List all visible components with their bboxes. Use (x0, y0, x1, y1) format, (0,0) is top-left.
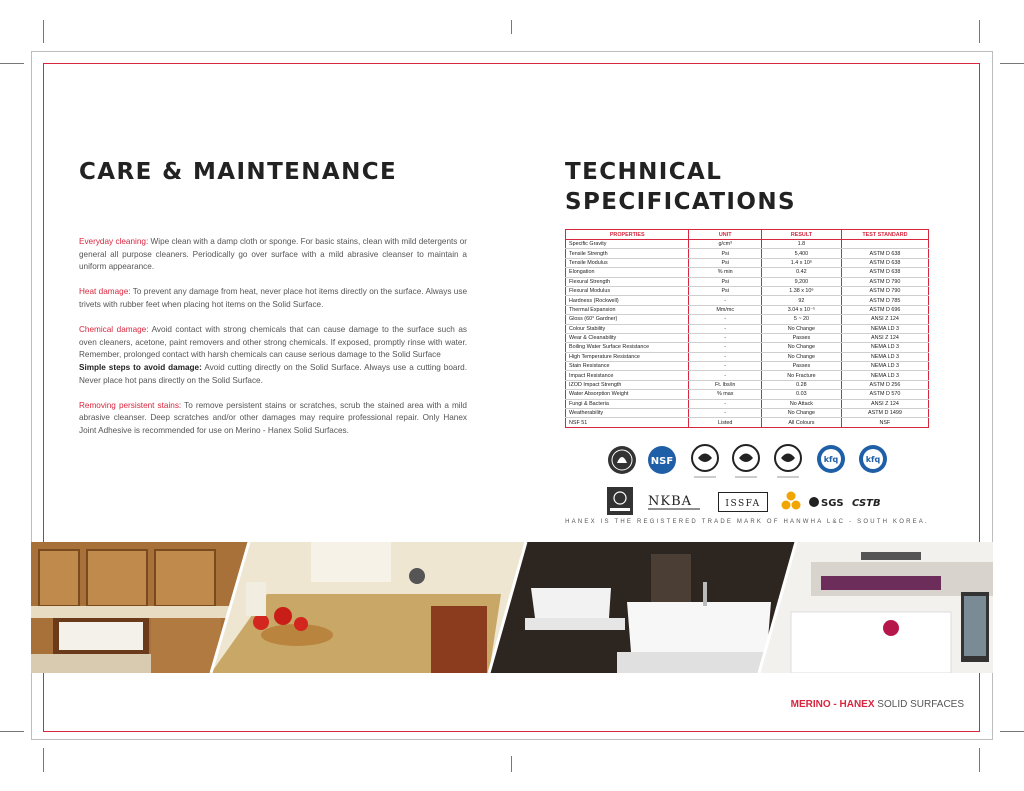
issfa-logo-icon (718, 492, 768, 517)
spec-unit: - (689, 371, 762, 380)
spec-row (566, 258, 929, 267)
care-text (79, 236, 467, 450)
spec-result: 1.38 x 10⁶ (762, 286, 842, 295)
spec-unit: - (689, 352, 762, 361)
spec-property: Thermal Expansion (566, 305, 689, 314)
spec-unit: - (689, 324, 762, 333)
cstb-logo-icon (852, 495, 892, 514)
spec-row (566, 268, 929, 277)
spec-standard: NEMA LD 3 (841, 371, 928, 380)
spec-result: 3.04 x 10⁻⁵ (762, 305, 842, 314)
spec-row (566, 409, 929, 418)
spec-unit: - (689, 333, 762, 342)
crop-mark (43, 20, 44, 43)
spec-header-result: RESULT (762, 230, 842, 240)
spec-unit: - (689, 315, 762, 324)
care-title: CARE & MAINTENANCE (79, 159, 398, 185)
spec-result: 0.03 (762, 390, 842, 399)
spec-property: Elongation (566, 268, 689, 277)
care-section-simple-steps: Simple steps to avoid damage: Avoid cutting directly on the Solid Surface. Always use a cutting board. Never place hot pans directly on the Solid Surface. (79, 362, 467, 385)
spec-row (566, 277, 929, 286)
care-section-chemical: Chemical damage: Avoid contact with strong chemicals that can cause damage to the surface such as oven cleaners, acetone, paint removers and other strong chemicals. If exposed, promptly rinse with water. Remember, prolonged contact with harsh chemicals can cause serious damage to the Solid Surface (79, 325, 468, 360)
spec-header-properties: PROPERTIES (566, 230, 689, 240)
spec-row (566, 240, 929, 249)
sgs-logo-icon (808, 495, 848, 514)
spec-result: No Fracture (762, 371, 842, 380)
spec-result: 9,200 (762, 277, 842, 286)
spec-property: Tensile Strength (566, 249, 689, 258)
svg-text:SGS: SGS (821, 498, 844, 509)
spec-result: No Change (762, 352, 842, 361)
spec-unit: % max (689, 390, 762, 399)
spec-standard: ANSI Z 124 (841, 399, 928, 408)
spec-unit: Psi (689, 258, 762, 267)
spec-result: 92 (762, 296, 842, 305)
spec-result: Passes (762, 362, 842, 371)
spec-result: 0.28 (762, 380, 842, 389)
spec-property: Wear & Cleanability (566, 333, 689, 342)
spec-result: No Change (762, 409, 842, 418)
spec-row (566, 315, 929, 324)
spec-row (566, 324, 929, 333)
spec-property: Gloss (60° Gardner) (566, 315, 689, 324)
photo-kitchen-countertop (211, 542, 526, 673)
spec-row (566, 380, 929, 389)
photo-store-counter (759, 542, 993, 673)
kfq-logo-icon (816, 444, 846, 479)
svg-text:kfq: kfq (823, 455, 839, 464)
spec-table (565, 229, 929, 428)
green-label-logo-icon (780, 490, 802, 517)
spec-row (566, 343, 929, 352)
spec-property: Tensile Modulus (566, 258, 689, 267)
greenguard-gold-logo-icon (607, 487, 633, 520)
crop-mark (511, 20, 512, 34)
crop-mark (1000, 63, 1024, 64)
spec-unit: - (689, 409, 762, 418)
spec-row (566, 418, 929, 427)
spec-result: 0.42 (762, 268, 842, 277)
spec-property: NSF 51 (566, 418, 689, 427)
spec-unit: - (689, 399, 762, 408)
spec-property: Colour Stability (566, 324, 689, 333)
spec-row (566, 399, 929, 408)
spec-header-test-standard: TEST STANDARD (841, 230, 928, 240)
spec-standard: ASTM D 570 (841, 390, 928, 399)
crop-mark (979, 748, 980, 772)
spec-unit: % min (689, 268, 762, 277)
spec-standard: ASTM D 256 (841, 380, 928, 389)
spec-standard: ANSI Z 124 (841, 315, 928, 324)
spec-standard: NEMA LD 3 (841, 343, 928, 352)
spec-unit: - (689, 343, 762, 352)
kfq-logo-icon (858, 444, 888, 479)
nsf-logo-icon (647, 445, 677, 480)
spec-result: 1.4 x 10⁶ (762, 258, 842, 267)
spec-row (566, 371, 929, 380)
good-design-logo-icon (731, 444, 761, 485)
crop-mark (43, 748, 44, 772)
spec-standard: NEMA LD 3 (841, 324, 928, 333)
spec-standard (841, 240, 928, 249)
specs-title-line2: SPECIFICATIONS (565, 189, 796, 215)
spec-result: No Change (762, 343, 842, 352)
crop-mark (0, 63, 24, 64)
care-section-stains: Removing persistent stains: To remove persistent stains or scratches, scrub the stained area with a mild abrasive cleanser. Deep scratches and/or other damages may require professional repair. Only Hanex Joint Adhesive is recommended for use on Merino - Hanex Solid Surfaces. (79, 400, 467, 435)
spec-row (566, 333, 929, 342)
spec-row (566, 249, 929, 258)
spec-unit: g/cm³ (689, 240, 762, 249)
spec-result: 1.8 (762, 240, 842, 249)
spec-result: All Colours (762, 418, 842, 427)
spec-standard: ANSI Z 124 (841, 333, 928, 342)
spec-unit: Mm/mc (689, 305, 762, 314)
spec-unit: Psi (689, 249, 762, 258)
spec-row (566, 390, 929, 399)
crop-mark (511, 756, 512, 772)
spec-standard: ASTM D 638 (841, 258, 928, 267)
spec-unit: Ft. lbs/in (689, 380, 762, 389)
brand-footer: MERINO - HANEX SOLID SURFACES (790, 699, 964, 710)
trademark-notice: HANEX IS THE REGISTERED TRADE MARK OF HANWHA L&C - SOUTH KOREA. (565, 519, 929, 525)
spec-result: 5 ~ 20 (762, 315, 842, 324)
nkba-logo-icon (648, 492, 700, 517)
crop-mark (0, 731, 24, 732)
spec-property: Fungi & Bacteria (566, 399, 689, 408)
spec-property: Weatherability (566, 409, 689, 418)
care-section-heat: Heat damage: To prevent any damage from heat, never place hot items directly on the surface. Always use trivets with rubber feet when placing hot items on the Solid Surface. (79, 287, 467, 309)
spec-property: Impact Resistance (566, 371, 689, 380)
greenguard-logo-icon (607, 445, 637, 480)
svg-text:kfq: kfq (865, 455, 881, 464)
spec-property: Specific Gravity (566, 240, 689, 249)
spec-row (566, 296, 929, 305)
spec-table-header (566, 230, 929, 240)
spec-standard: ASTM D 696 (841, 305, 928, 314)
spec-unit: Psi (689, 277, 762, 286)
spec-property: IZOD Impact Strength (566, 380, 689, 389)
spec-standard: NSF (841, 418, 928, 427)
svg-text:ISSFA: ISSFA (725, 499, 761, 509)
spec-unit: - (689, 362, 762, 371)
good-design-logo-icon (773, 444, 803, 485)
spec-property: Boiling Water Surface Resistance (566, 343, 689, 352)
spec-unit: Psi (689, 286, 762, 295)
spec-standard: NEMA LD 3 (841, 362, 928, 371)
spec-standard: NEMA LD 3 (841, 352, 928, 361)
svg-text:NKBA: NKBA (648, 494, 693, 509)
spec-result: Passes (762, 333, 842, 342)
svg-text:CSTB: CSTB (852, 498, 881, 509)
spec-standard: ASTM D 638 (841, 268, 928, 277)
spec-row (566, 352, 929, 361)
spec-standard: ASTM D 1499 (841, 409, 928, 418)
spec-property: High Temperature Resistance (566, 352, 689, 361)
spec-standard: ASTM D 785 (841, 296, 928, 305)
spec-result: No Attack (762, 399, 842, 408)
spec-property: Water Absorption Weight (566, 390, 689, 399)
svg-text:NSF: NSF (650, 456, 674, 467)
spec-standard: ASTM D 790 (841, 286, 928, 295)
spec-property: Hardness (Rockwell) (566, 296, 689, 305)
specs-title-line1: TECHNICAL (565, 159, 723, 185)
crop-mark (1000, 731, 1024, 732)
spec-result: No Change (762, 324, 842, 333)
spec-row (566, 305, 929, 314)
spec-standard: ASTM D 790 (841, 277, 928, 286)
spec-unit: Listed (689, 418, 762, 427)
photo-strip (31, 542, 993, 673)
spec-property: Stain Resistance (566, 362, 689, 371)
spec-header-unit: UNIT (689, 230, 762, 240)
spec-property: Flexural Strength (566, 277, 689, 286)
spec-row (566, 362, 929, 371)
photo-bathroom-vanity (489, 542, 796, 673)
crop-mark (979, 20, 980, 43)
spec-row (566, 286, 929, 295)
spec-result: 5,400 (762, 249, 842, 258)
good-design-logo-icon (690, 444, 720, 485)
spec-property: Flexural Modulus (566, 286, 689, 295)
spec-unit: - (689, 296, 762, 305)
care-section-everyday: Everyday cleaning: Wipe clean with a damp cloth or sponge. For basic stains, clean with mild detergents or general all purpose cleaners. Periodically go over surface with a mild abrasive cleanser to maintain a uniform appearance. (79, 237, 467, 272)
spec-standard: ASTM D 638 (841, 249, 928, 258)
